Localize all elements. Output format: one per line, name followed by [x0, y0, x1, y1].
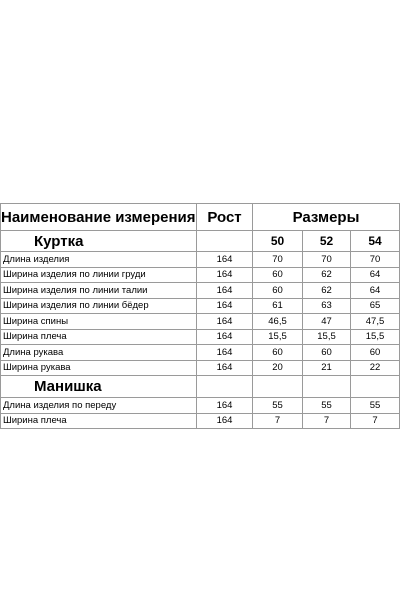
header-measurement-name: Наименование измерения	[1, 204, 197, 231]
measurement-value: 60	[253, 267, 303, 283]
table-row	[1, 283, 400, 299]
empty-cell	[197, 231, 253, 252]
table-row	[1, 252, 400, 268]
size-label: 54	[351, 231, 400, 252]
measurement-value: 64	[351, 267, 400, 283]
measurement-name: Длина изделия по переду	[1, 398, 197, 414]
measurement-value: 7	[351, 413, 400, 429]
empty-cell	[303, 376, 351, 398]
height-value: 164	[197, 314, 253, 330]
measurement-value: 60	[253, 345, 303, 361]
measurement-value: 20	[253, 360, 303, 376]
measurement-name: Ширина плеча	[1, 413, 197, 429]
height-value: 164	[197, 345, 253, 361]
table-row	[1, 329, 400, 345]
section-title-jacket: Куртка	[1, 231, 197, 252]
height-value: 164	[197, 252, 253, 268]
empty-cell	[197, 376, 253, 398]
measurement-value: 60	[351, 345, 400, 361]
height-value: 164	[197, 360, 253, 376]
table-row	[1, 267, 400, 283]
section-row-jacket	[1, 231, 400, 252]
measurement-value: 15,5	[253, 329, 303, 345]
measurement-value: 70	[351, 252, 400, 268]
measurement-value: 47	[303, 314, 351, 330]
measurement-value: 61	[253, 298, 303, 314]
measurement-value: 55	[351, 398, 400, 414]
measurement-value: 63	[303, 298, 351, 314]
measurement-value: 7	[253, 413, 303, 429]
measurement-name: Ширина спины	[1, 314, 197, 330]
measurement-value: 70	[253, 252, 303, 268]
empty-cell	[253, 376, 303, 398]
measurement-value: 55	[303, 398, 351, 414]
measurement-value: 46,5	[253, 314, 303, 330]
measurement-value: 47,5	[351, 314, 400, 330]
measurement-name: Длина изделия	[1, 252, 197, 268]
height-value: 164	[197, 283, 253, 299]
measurement-value: 62	[303, 267, 351, 283]
measurement-value: 15,5	[303, 329, 351, 345]
size-label: 50	[253, 231, 303, 252]
measurement-value: 21	[303, 360, 351, 376]
section-title-dickey: Манишка	[1, 376, 197, 398]
measurement-value: 55	[253, 398, 303, 414]
empty-cell	[351, 376, 400, 398]
table-row	[1, 398, 400, 414]
height-value: 164	[197, 398, 253, 414]
measurement-value: 64	[351, 283, 400, 299]
height-value: 164	[197, 329, 253, 345]
measurement-value: 7	[303, 413, 351, 429]
header-height: Рост	[197, 204, 253, 231]
table-row	[1, 413, 400, 429]
height-value: 164	[197, 267, 253, 283]
table-row	[1, 314, 400, 330]
measurement-value: 60	[303, 345, 351, 361]
measurement-value: 70	[303, 252, 351, 268]
header-sizes: Размеры	[253, 204, 400, 231]
measurement-name: Ширина плеча	[1, 329, 197, 345]
measurement-name: Ширина рукава	[1, 360, 197, 376]
measurement-name: Длина рукава	[1, 345, 197, 361]
section-row-dickey	[1, 376, 400, 398]
measurement-name: Ширина изделия по линии бёдер	[1, 298, 197, 314]
measurement-value: 62	[303, 283, 351, 299]
measurement-name: Ширина изделия по линии талии	[1, 283, 197, 299]
table-row	[1, 298, 400, 314]
size-label: 52	[303, 231, 351, 252]
measurement-value: 15,5	[351, 329, 400, 345]
height-value: 164	[197, 298, 253, 314]
measurement-value: 60	[253, 283, 303, 299]
table-row	[1, 345, 400, 361]
height-value: 164	[197, 413, 253, 429]
measurement-value: 22	[351, 360, 400, 376]
size-chart-table	[0, 203, 400, 429]
measurement-name: Ширина изделия по линии груди	[1, 267, 197, 283]
table-header-row	[1, 204, 400, 231]
table-row	[1, 360, 400, 376]
measurement-value: 65	[351, 298, 400, 314]
